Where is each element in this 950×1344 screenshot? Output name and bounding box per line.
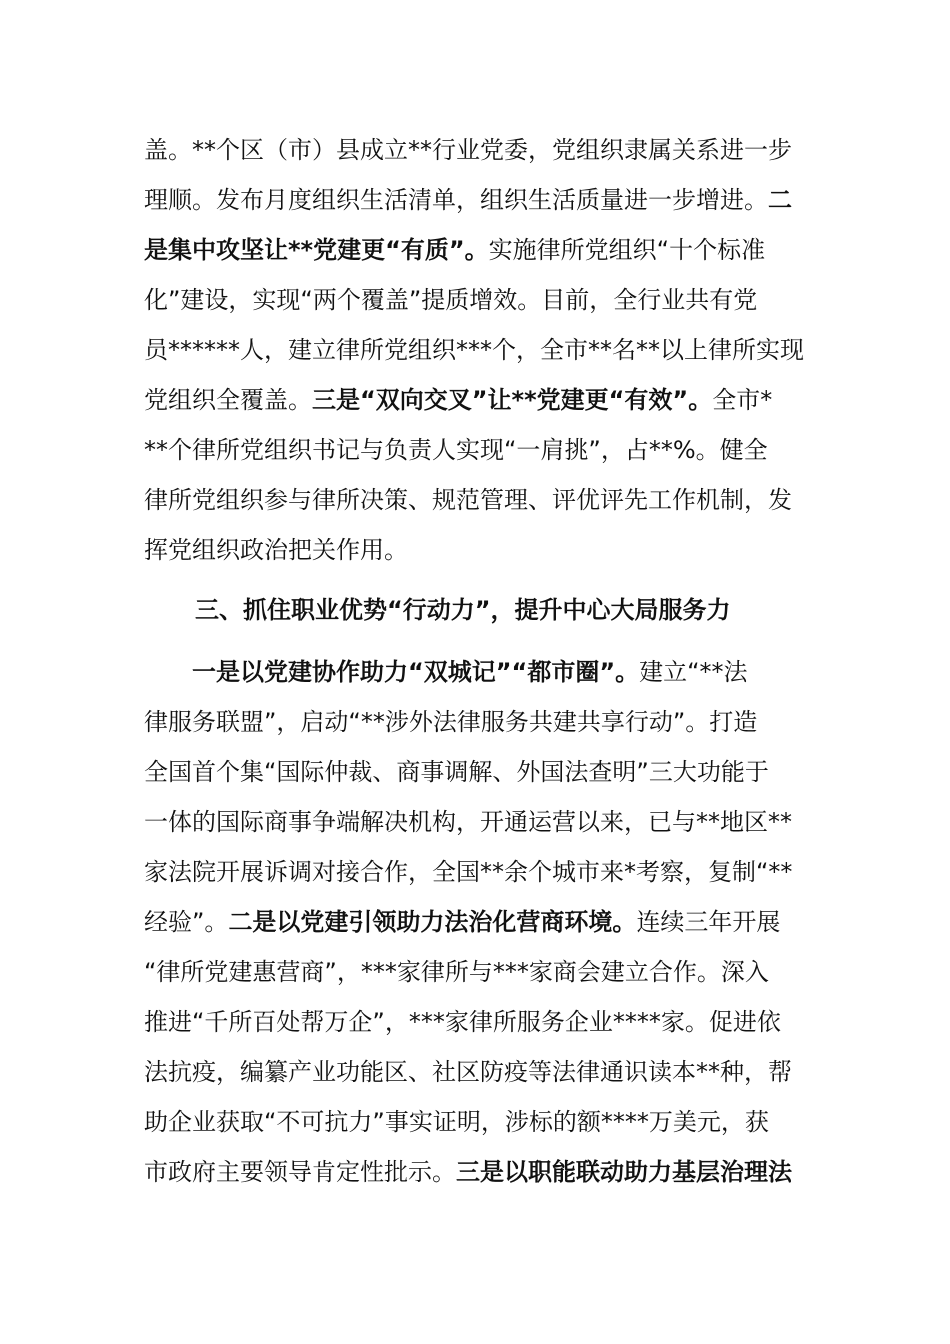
text-line (144, 425, 804, 475)
text-run: 助企业获取“不可抗力”事实证明，涉标的额****万美元，获 (144, 1108, 769, 1136)
text-line (144, 747, 804, 797)
text-run: 市政府主要领导肯定性批示。 (144, 1158, 456, 1186)
text-run: 挥党组织政治把关作用。 (144, 536, 408, 564)
section-heading: 三、抓住职业优势“行动力”，提升中心大局服务力 (195, 596, 731, 624)
text-run: “律所党建惠营商”，***家律所与***家商会建立合作。深入 (144, 958, 769, 986)
text-run: 推进“千所百处帮万企”，***家律所服务企业****家。促进依 (144, 1008, 781, 1036)
text-run-bold: 三是以职能联动助力基层治理法 (456, 1158, 792, 1186)
text-run: 经验”。 (144, 908, 229, 936)
text-line (144, 947, 804, 997)
text-run: 律所党组织参与律所决策、规范管理、评优评先工作机制，发 (144, 486, 792, 514)
text-run: 员******人，建立律所党组织***个，全市**名**以上律所实现 (144, 336, 804, 364)
text-line (144, 175, 804, 225)
text-line (144, 1097, 804, 1147)
text-run: 家法院开展诉调对接合作，全国**余个城市来*考察，复制“** (144, 858, 793, 886)
text-run: 律服务联盟”，启动“**涉外法律服务共建共享行动”。打造 (144, 708, 758, 736)
text-line (144, 475, 804, 525)
text-line (144, 697, 804, 747)
text-run: 化”建设，实现“两个覆盖”提质增效。目前，全行业共有党 (144, 286, 758, 314)
text-line (144, 897, 804, 947)
text-run: 法抗疫，编纂产业功能区、社区防疫等法律通识读本**种，帮 (144, 1058, 792, 1086)
text-run-bold: 是集中攻坚让**党建更“有质”。 (144, 236, 489, 264)
text-run-bold: 二是以党建引领助力法治化营商环境。 (228, 908, 637, 936)
text-run-bold: 一是以党建协作助力“双城记”“都市圈”。 (144, 658, 640, 686)
text-line (144, 375, 804, 425)
text-run: 盖。**个区（市）县成立**行业党委，党组织隶属关系进一步 (144, 136, 792, 164)
text-line (144, 225, 804, 275)
text-line (144, 647, 804, 697)
text-run: 实施律所党组织“十个标准 (488, 236, 766, 264)
text-line (144, 275, 804, 325)
text-run: 党组织全覆盖。 (144, 386, 312, 414)
text-line (144, 525, 804, 575)
text-run: **个律所党组织书记与负责人实现“一肩挑”，占**%。健全 (144, 436, 768, 464)
text-line (144, 1147, 804, 1197)
text-line (144, 1047, 804, 1097)
text-line (144, 797, 804, 847)
text-run: 建立“**法 (639, 658, 748, 686)
text-run: 全市* (712, 386, 773, 414)
text-run: 全国首个集“国际仲裁、商事调解、外国法查明”三大功能于 (144, 758, 769, 786)
paragraph-service-capacity (144, 647, 804, 1197)
text-run-bold: 二 (768, 186, 792, 214)
text-line (144, 125, 804, 175)
text-run-bold: 三是“双向交叉”让**党建更“有效”。 (312, 386, 713, 414)
paragraph-party-building (144, 125, 804, 575)
text-line (144, 997, 804, 1047)
text-run: 理顺。发布月度组织生活清单，组织生活质量进一步增进。 (144, 186, 768, 214)
text-run: 连续三年开展 (636, 908, 781, 936)
text-run: 一体的国际商事争端解决机构，开通运营以来，已与**地区** (144, 808, 792, 836)
text-line (144, 325, 804, 375)
text-line (144, 847, 804, 897)
